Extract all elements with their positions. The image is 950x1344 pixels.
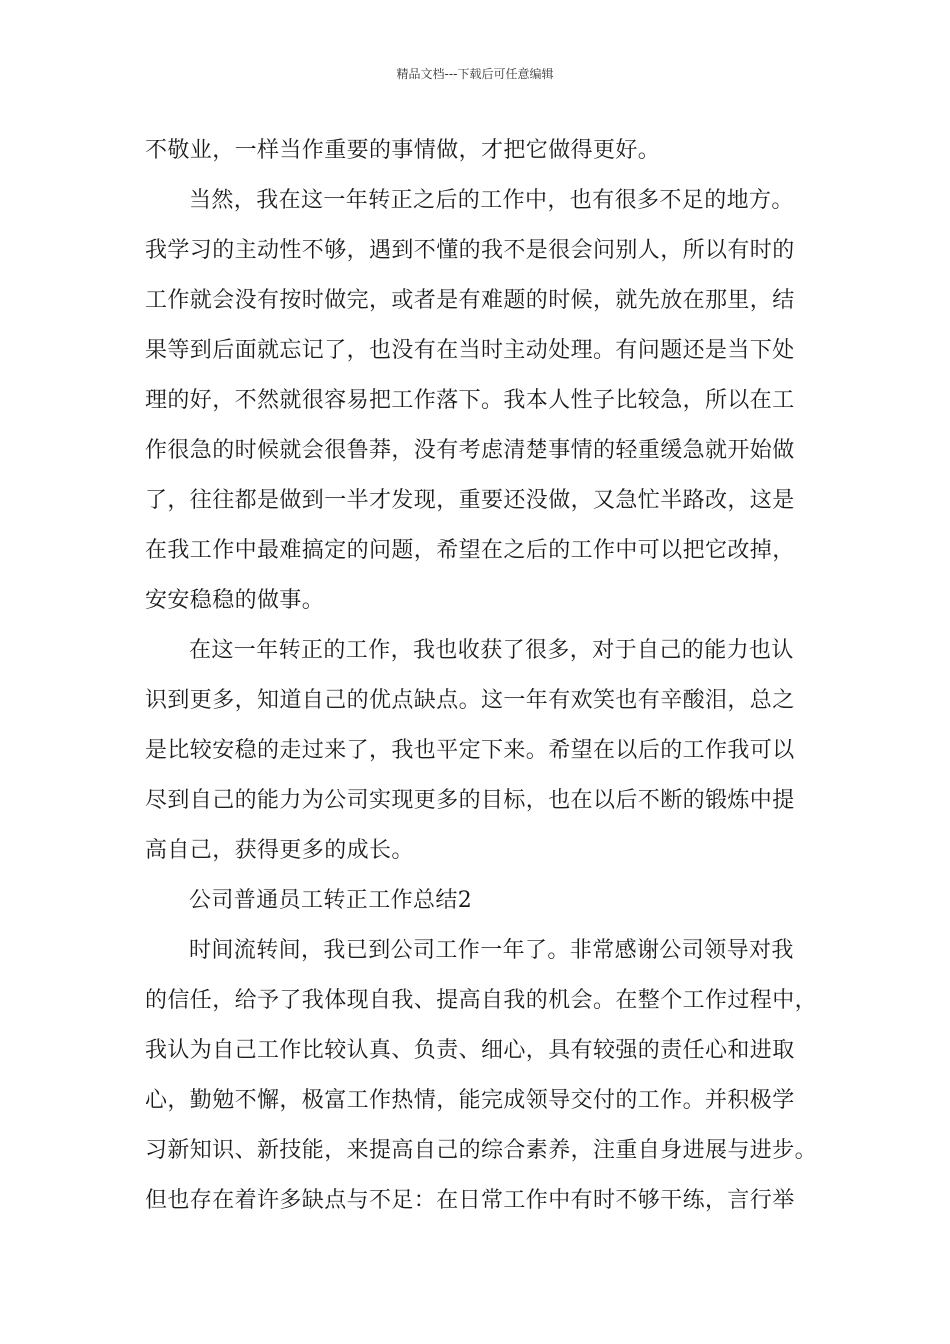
text-line: 的信任，给予了我体现自我、提高自我的机会。在整个工作过程中， (145, 988, 818, 1013)
paragraph-first-line: 在这一年转正的工作，我也收获了很多，对于自己的能力也认 (189, 638, 794, 663)
text-line: 安安稳稳的做事。 (145, 588, 325, 613)
page-header: 精品文档---下载后可任意编辑 (396, 67, 554, 81)
text-line: 果等到后面就忘记了，也没有在当时主动处理。有问题还是当下处 (145, 338, 795, 363)
text-line: 工作就会没有按时做完，或者是有难题的时候，就先放在那里，结 (145, 288, 795, 313)
text-line: 高自己，获得更多的成长。 (145, 838, 414, 863)
text-line: 习新知识、新技能，来提高自己的综合素养，注重自身进展与进步。 (145, 1138, 818, 1163)
paragraph-first-line: 公司普通员工转正工作总结2 (189, 888, 473, 913)
text-line: 心，勤勉不懈，极富工作热情，能完成领导交付的工作。并积极学 (145, 1088, 795, 1113)
text-line: 在我工作中最难搞定的问题，希望在之后的工作中可以把它改掉， (145, 538, 795, 563)
text-line: 尽到自己的能力为公司实现更多的目标，也在以后不断的锻炼中提 (145, 788, 795, 813)
text-line: 但也存在着许多缺点与不足：在日常工作中有时不够干练，言行举 (145, 1188, 795, 1213)
text-line: 我学习的主动性不够，遇到不懂的我不是很会问别人，所以有时的 (145, 238, 795, 263)
text-line: 是比较安稳的走过来了，我也平定下来。希望在以后的工作我可以 (145, 738, 795, 763)
text-line: 我认为自己工作比较认真、负责、细心，具有较强的责任心和进取 (145, 1038, 795, 1063)
text-line: 识到更多，知道自己的优点缺点。这一年有欢笑也有辛酸泪，总之 (145, 688, 795, 713)
text-line: 理的好，不然就很容易把工作落下。我本人性子比较急，所以在工 (145, 388, 795, 413)
text-line: 了，往往都是做到一半才发现，重要还没做，又急忙半路改，这是 (145, 488, 795, 513)
paragraph-first-line: 时间流转间，我已到公司工作一年了。非常感谢公司领导对我 (189, 938, 794, 963)
paragraph-first-line: 当然，我在这一年转正之后的工作中，也有很多不足的地方。 (189, 188, 794, 213)
text-line: 不敬业，一样当作重要的事情做，才把它做得更好。 (145, 138, 661, 163)
text-line: 作很急的时候就会很鲁莽，没有考虑清楚事情的轻重缓急就开始做 (145, 438, 795, 463)
